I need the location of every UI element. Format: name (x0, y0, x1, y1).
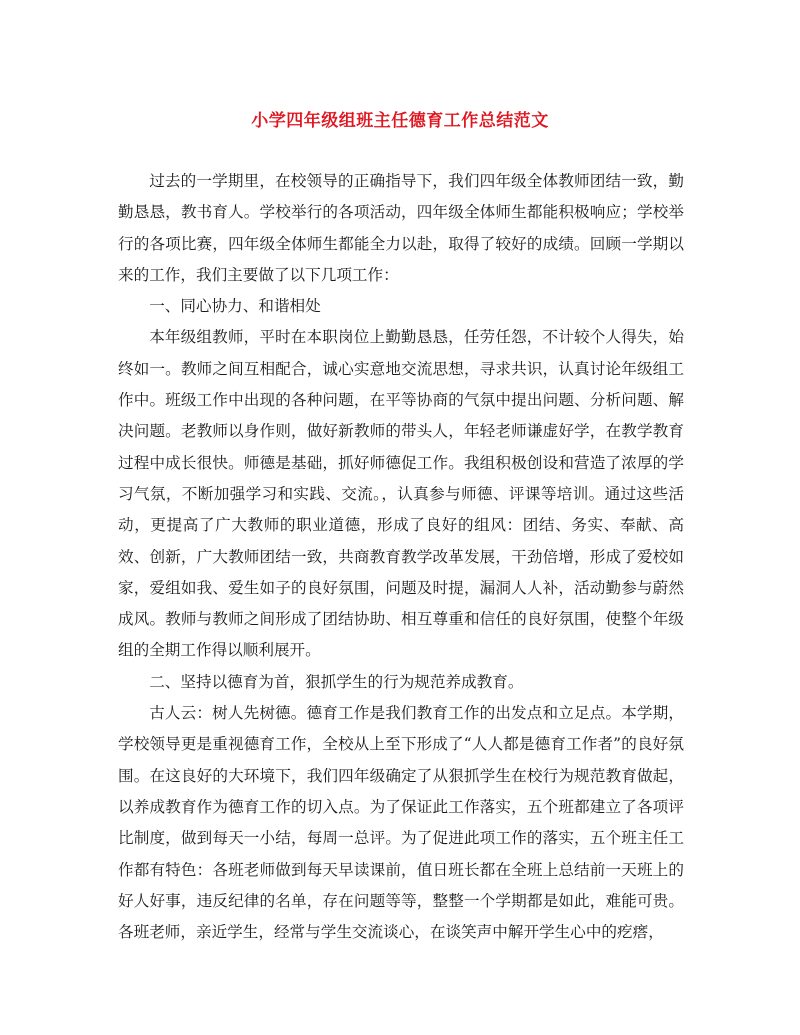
section-heading-1: 一、同心协力、和谐相处 (149, 297, 321, 316)
document-body (118, 166, 684, 948)
paragraph-section-2: 古人云：树人先树德。德育工作是我们教育工作的出发点和立足点。本学期，学校领导更是重视德育工作，全校从上至下形成了“人人都是德育工作者”的良好氛围。在这良好的大环境下，我们四年级确定了从狠抓学生在校行为规范教育做起，以养成教育作为德育工作的切入点。为了保证此工作落实，五个班都建立了各项评比制度，做到每天一小结，每周一总评。为了促进此项工作的落实，五个班主任工作都有特色：各班老师做到每天早读课前，值日班长都在全班上总结前一天班上的好人好事，违反纪律的名单，存在问题等等，整整一个学期都是如此，难能可贵。各班老师，亲近学生，经常与学生交流谈心，在谈笑声中解开学生心中的疙瘩， (118, 704, 684, 942)
document-title: 小学四年级组班主任德育工作总结范文 (251, 111, 549, 131)
paragraph-section-1: 本年级组教师，平时在本职岗位上勤勤恳恳，任劳任怨，不计较个人得失，始终如一。教师之间互相配合，诚心实意地交流思想，寻求共识，认真讨论年级组工作中。班级工作中出现的各种问题，在平等协商的气氛中提出问题、分析问题、解决问题。老教师以身作则，做好新教师的带头人，年轻老师谦虚好学，在教学教育过程中成长很快。师德是基础，抓好师德促工作。我组积极创设和营造了浓厚的学习气氛，不断加强学习和实践、交流。，认真参与师德、评课等培训。通过这些活动，更提高了广大教师的职业道德，形成了良好的组风：团结、务实、奉献、高效、创新，广大教师团结一致，共商教育教学改革发展，干劲倍增，形成了爱校如家，爱组如我、爱生如子的良好氛围，问题及时提，漏洞人人补，活动勤参与蔚然成风。教师与教师之间形成了团结协助、相互尊重和信任的良好氛围，使整个年级组的全期工作得以顺利展开。 (118, 328, 684, 660)
paragraph-intro: 过去的一学期里，在校领导的正确指导下，我们四年级全体教师团结一致，勤勤恳恳，教书育人。学校举行的各项活动，四年级全体师生都能积极响应；学校举行的各项比赛，四年级全体师生都能全力以赴，取得了较好的成绩。回顾一学期以来的工作，我们主要做了以下几项工作： (118, 172, 684, 284)
section-heading-2: 二、坚持以德育为首，狠抓学生的行为规范养成教育。 (149, 672, 524, 691)
